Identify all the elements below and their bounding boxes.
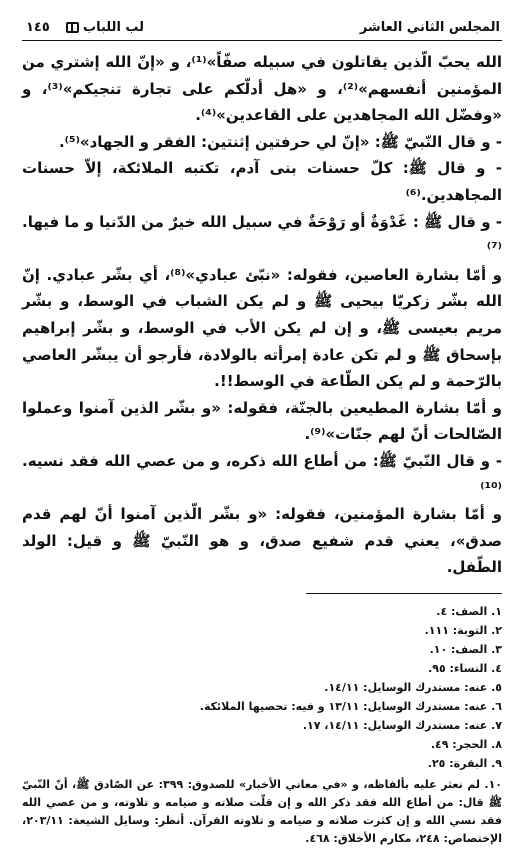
- page-number: ١٤٥: [26, 20, 50, 35]
- footnote: ١٠. لم نعثر عليه بألفاظه، و «في معاني الأخبار» للصدوق: ٣٩٩: عن الصّادق ﷺ، أنّ النّبيّ ﷺ قال: من أطاع الله فقد ذكر الله و إن قلّت صلاته و صيامه و تلاوته، و من عصي الله فقد نسي الله و إن كثرت صلاته و صيامه و تلاوته القرآن. أنظر: وسايل الشيعة: ٢٠٣/١١، الإختصاص: ٢٤٨، مكارم الأخلاق: ٤٦٨.: [22, 777, 503, 845]
- footnote: ٤. النساء: ٩٥.: [428, 661, 502, 675]
- paragraph: و أمّا بشارة المؤمنين، فقوله: «و بشّر الّذين آمنوا أنّ لهم قدم صدق»، يعني قدم شفيع صدق، و هو النّبيّ ﷺ و قيل: الولد الطّفل.: [22, 505, 502, 577]
- page-header: [22, 18, 502, 41]
- book-page: [22, 18, 503, 845]
- paragraph: - و قال النّبيّ ﷺ: «إنّ لي حرفتين إثنتين: الفقر و الجهاد»⁽⁵⁾.: [58, 132, 502, 151]
- paragraph: - و قال ﷺ: كلّ حسنات بنى آدم، تكتبه الملائكة، إلاّ حسنات المجاهدين.⁽⁶⁾: [22, 159, 502, 204]
- footnote-divider: [306, 593, 502, 594]
- chapter-title: المجلس الثاني العاشر: [359, 20, 500, 35]
- footnotes: [22, 602, 502, 848]
- footnote: ٢. التوبة: ١١١.: [424, 623, 502, 637]
- paragraph: الله يحبّ الّذين يقاتلون في سبيله صفّاً»⁽¹⁾، و «إنّ الله إشتري من المؤمنين أنفسهم»⁽²⁾، و «هل أدلّكم على تجارة تنجيكم»⁽³⁾، و «وفضّل الله المجاهدين على القاعدين»⁽⁴⁾.: [22, 53, 502, 125]
- footnote: ٩. البقرة: ٢٥.: [427, 756, 502, 770]
- book-title-group: [66, 20, 144, 35]
- book-title: لب اللباب: [83, 20, 145, 35]
- paragraph: - و قال ﷺ : غَدْوَةٌ أو رَوْحَةٌ في سبيل الله خيرٌ من الدّنيا و ما فيها.⁽⁷⁾: [22, 212, 502, 258]
- paragraph: و أمّا بشارة المطيعين بالجنّة، فقوله: «و بشّر الذين آمنوا وعملوا الصّالحات أنّ لهم جنّات»⁽⁹⁾.: [22, 398, 502, 444]
- book-icon: [66, 22, 79, 33]
- footnote: ٨. الحجر: ٤٩.: [430, 737, 502, 751]
- footnote: ٥. عنه: مستدرك الوسايل: ١٤/١١.: [324, 680, 502, 694]
- main-text: [22, 49, 502, 581]
- footnote: ٦. عنه: مستدرك الوسايل: ١٣/١١ و فيه: تحصيها الملائكة.: [199, 699, 502, 713]
- footnote: ١. الصف: ٤.: [436, 604, 502, 618]
- paragraph: و أمّا بشارة العاصين، فقوله: «نبّئ عبادي»⁽⁸⁾، أي بشّر عبادي. إنّ الله بشّر زكريّا بيحيى ﷺ و لم يكن الشباب في الوسط، و بشّر مريم بعيسى ﷺ، و إن لم يكن الأب في الوسط، و بشّر إبراهيم بإسحاق ﷺ و لم تكن عادة إمرأته بالولادة، فأرجو أن يبشّر العاصي بالرّحمة و لم يكن الطّاعة في الوسط!!.: [22, 265, 502, 391]
- footnote: ٣. الصف: ١٠.: [429, 642, 502, 656]
- footnote: ٧. عنه: مستدرك الوسايل: ١٤/١١، ١٧.: [302, 718, 502, 732]
- paragraph: - و قال النّبيّ ﷺ: من أطاع الله ذكره، و من عصي الله فقد نسيه.⁽¹⁰⁾: [22, 451, 502, 497]
